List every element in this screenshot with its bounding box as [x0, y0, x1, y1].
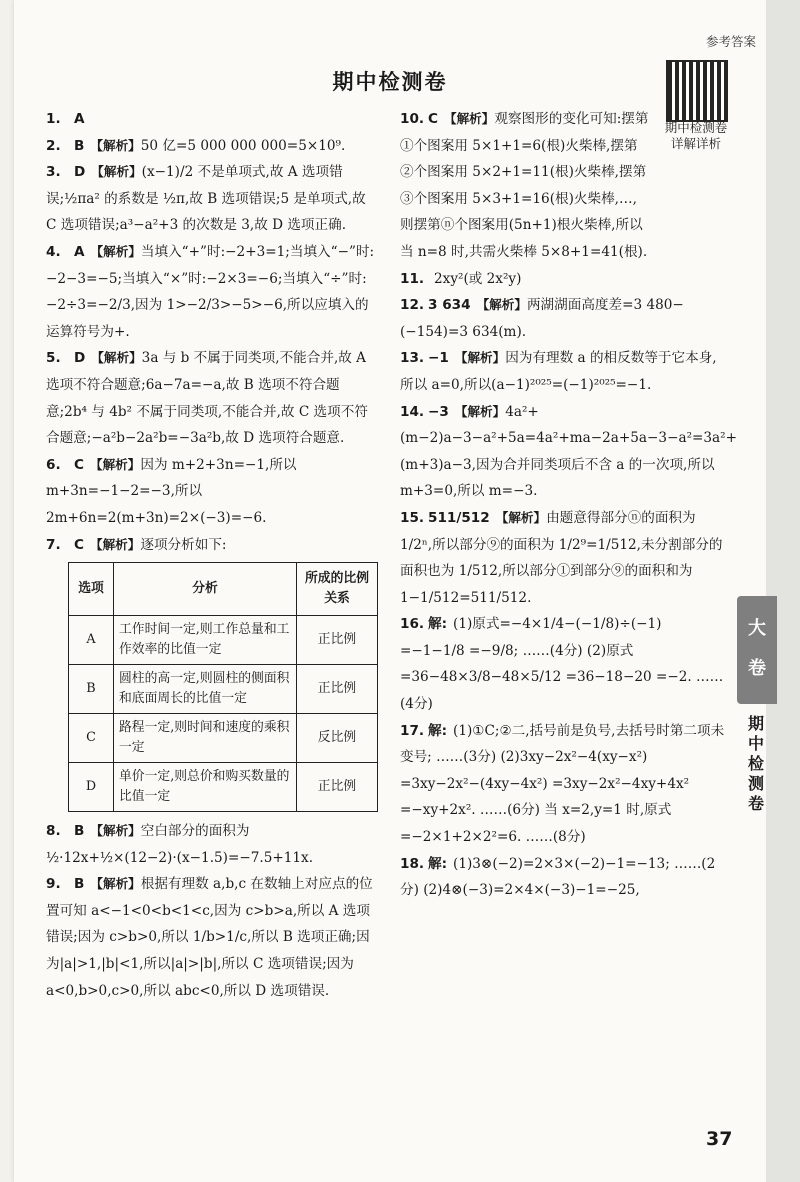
answer-item-5: [46, 345, 376, 451]
page-title: 期中检测卷: [332, 70, 448, 94]
table-cell: 正比例: [297, 763, 378, 812]
answer-item-17: [400, 718, 730, 851]
analysis-tag: 【解析】: [89, 456, 141, 472]
item-text: (1)①C;②二,括号前是负号,去括号时第二项未变号; ……(3分) (2)3xy−2x²−4(xy−x²) =3xy−2x²−(4xy−4x²) =3xy−2x²−4xy+4x² =−xy+2x². ……(6分) 当 x=2,y=1 时,原式=−2×1+2×2²=6. ……(8分): [400, 722, 725, 846]
answer-item-4: [46, 239, 376, 345]
right-column: [400, 106, 737, 904]
item-text: 观察图形的变化可知:摆第①个图案用 5×1+1=6(根)火柴棒,摆第②个图案用 5×2+1=11(根)火柴棒,摆第③个图案用 5×3+1=16(根)火柴棒,…,则摆第ⓝ个图案用(5n+1)根火柴棒,所以当 n=8 时,共需火柴棒 5×8+1=41(根).: [400, 111, 649, 260]
item-text: 4a²+(m−2)a−3−a²+5a=4a²+ma−2a+5a−3−a²=3a²+(m+3)a−3,因为合并同类项后不含 a 的一次项,所以 m+3=0,所以 m=−3.: [400, 403, 737, 500]
answer-item-8: [46, 818, 376, 871]
analysis-tag: 【解析】: [91, 350, 142, 366]
table-row: [69, 714, 378, 763]
item-text: 逐项分析如下:: [140, 536, 227, 553]
analysis-tag: 【解析】: [476, 297, 527, 313]
item-number: 8.: [46, 823, 61, 840]
analysis-table: [68, 562, 378, 812]
volume-tab-char-1: 大: [748, 618, 766, 639]
item-number: 3.: [46, 164, 61, 181]
item-answer: 解:: [428, 722, 448, 739]
item-number: 17.: [400, 722, 425, 739]
table-cell: D: [69, 763, 114, 812]
analysis-tag: 【解析】: [89, 536, 141, 552]
table-cell: 路程一定,则时间和速度的乘积一定: [114, 714, 297, 763]
item-answer: 解:: [428, 616, 448, 633]
item-text: 根据有理数 a,b,c 在数轴上对应点的位置可知 a<−1<0<b<1<c,因为 c>b>a,所以 A 选项错误;因为 c>b>0,所以 1/b>1/c,所以 B 选项正确;因为|a|>1,|b|<1,所以|a|>|b|,所以 C 选项错误;因为 a<0,b>0,c>0,所以 abc<0,所以 D 选项错误.: [46, 876, 373, 999]
item-text: (x−1)/2 不是单项式,故 A 选项错误;½πa² 的系数是 ½π,故 B 选项错误;5 是单项式,故 C 选项错误;a³−a²+3 的次数是 3,故 D 选项正确.: [46, 164, 366, 234]
item-number: 15.: [400, 509, 425, 526]
item-answer: −1: [428, 350, 449, 367]
table-cell: 圆柱的高一定,则圆柱的侧面积和底面周长的比值一定: [114, 665, 297, 714]
answer-item-12: [400, 292, 730, 345]
item-answer: 511/512: [428, 509, 490, 526]
item-answer: C: [428, 111, 438, 127]
answer-item-14: [400, 399, 737, 505]
item-number: 11.: [400, 270, 425, 287]
item-number: 16.: [400, 616, 425, 633]
answer-item-9: [46, 871, 376, 1004]
table-cell: 工作时间一定,则工作总量和工作效率的比值一定: [114, 616, 297, 665]
table-header-row: [69, 563, 378, 616]
item-answer: 3 634: [428, 297, 471, 314]
item-text: 当填入“+”时:−2+3=1;当填入“−”时:−2−3=−5;当填入“×”时:−2×3=−6;当填入“÷”时:−2÷3=−2/3,因为 1>−2/3>−5>−6,所以应填入的运算符号为+.: [46, 243, 375, 340]
table-header: 分析: [114, 563, 297, 616]
item-number: 5.: [46, 350, 61, 367]
item-text: (1)原式=−4×1/4−(−1/8)÷(−1) =−1−1/8 =−9/8; ……(4分) (2)原式=36−48×3/8−48×5/12 =36−18−20 =−2. ……(4分): [400, 616, 724, 713]
answer-item-13: [400, 345, 730, 398]
item-text: 因为有理数 a 的相反数等于它本身,所以 a=0,所以(a−1)²⁰²⁵=(−1)²⁰²⁵=−1.: [400, 350, 717, 393]
item-number: 18.: [400, 855, 425, 872]
answer-item-16: [400, 611, 730, 717]
item-number: 7.: [46, 536, 61, 553]
answer-item-10: [400, 106, 730, 266]
item-text: 由题意得部分ⓝ的面积为 1/2ⁿ,所以部分⑨的面积为 1/2⁹=1/512,未分割部分的面积也为 1/512,所以部分①到部分⑨的面积和为 1−1/512=511/512.: [400, 509, 723, 606]
analysis-tag: 【解析】: [91, 164, 142, 180]
page-number: 37: [706, 1128, 733, 1150]
item-text: 因为 m+2+3n=−1,所以 m+3n=−1−2=−3,所以 2m+6n=2(m+3n)=2×(−3)=−6.: [46, 456, 297, 526]
item-answer: C: [74, 536, 84, 553]
answer-item-7: [46, 532, 376, 559]
table-row: [69, 616, 378, 665]
volume-tab[interactable]: [737, 596, 777, 704]
item-answer: B: [74, 876, 85, 893]
answer-item-15: [400, 505, 730, 611]
item-answer: A: [74, 111, 85, 127]
item-answer: D: [74, 164, 86, 181]
item-text: 2xy²(或 2x²y): [434, 270, 522, 287]
answer-item-11: [400, 266, 730, 293]
table-cell: C: [69, 714, 114, 763]
item-text: (1)3⊗(−2)=2×3×(−2)−1=−13; ……(2分) (2)4⊗(−3)=2×4×(−3)−1=−25,: [400, 855, 716, 899]
answer-item-18: [400, 851, 730, 904]
item-number: 6.: [46, 456, 61, 473]
analysis-tag: 【解析】: [90, 243, 141, 259]
item-number: 12.: [400, 297, 425, 314]
analysis-tag: 【解析】: [495, 509, 547, 525]
table-cell: 反比例: [297, 714, 378, 763]
item-number: 2.: [46, 137, 61, 154]
answer-item-3: [46, 159, 376, 239]
item-text: 3a 与 b 不属于同类项,不能合并,故 A 选项不符合题意;6a−7a=−a,故 B 选项不符合题意;2b⁴ 与 4b² 不属于同类项,不能合并,故 C 选项不符合题意;−a²b−2a²b=−3a²b,故 D 选项符合题意.: [46, 350, 368, 447]
item-answer: 解:: [428, 855, 448, 872]
table-cell: A: [69, 616, 114, 665]
table-header: 选项: [69, 563, 114, 616]
item-number: 9.: [46, 876, 61, 893]
answer-item-2: [46, 133, 376, 160]
item-answer: −3: [428, 403, 449, 420]
table-cell: 正比例: [297, 665, 378, 714]
section-side-label: 期中检测卷: [747, 714, 764, 813]
item-answer: B: [74, 137, 85, 154]
page-edge: [766, 0, 800, 1182]
analysis-tag: 【解析】: [454, 403, 506, 419]
left-column: [46, 106, 376, 1004]
item-number: 4.: [46, 243, 61, 260]
analysis-tag: 【解析】: [90, 137, 141, 153]
item-number: 10.: [400, 111, 425, 127]
item-number: 14.: [400, 403, 425, 420]
item-text: 空白部分的面积为 ½·12x+½×(12−2)·(x−1.5)=−7.5+11x.: [46, 823, 314, 866]
table-row: [69, 665, 378, 714]
item-answer: A: [74, 243, 85, 260]
table-cell: 单价一定,则总价和购买数量的比值一定: [114, 763, 297, 812]
table-cell: 正比例: [297, 616, 378, 665]
item-text: 50 亿=5 000 000 000=5×10⁹.: [140, 137, 346, 154]
qr-caption-line-2: 详解详析: [670, 136, 721, 151]
analysis-tag: 【解析】: [454, 350, 506, 366]
volume-tab-char-2: 卷: [748, 658, 766, 679]
answer-item-6: [46, 452, 376, 532]
answer-reference-label: 参考答案: [705, 34, 756, 49]
table-cell: B: [69, 665, 114, 714]
item-number: 1.: [46, 111, 61, 127]
item-answer: B: [74, 823, 85, 840]
analysis-tag: 【解析】: [90, 823, 141, 839]
answer-item-1: [46, 106, 376, 133]
analysis-tag: 【解析】: [443, 111, 495, 126]
item-answer: C: [74, 456, 84, 473]
analysis-tag: 【解析】: [90, 876, 141, 892]
item-answer: D: [74, 350, 86, 367]
item-text: 两湖湖面高度差=3 480−(−154)=3 634(m).: [400, 297, 684, 340]
table-header: 所成的比例关系: [297, 563, 378, 616]
qr-caption-line-1: 期中检测卷: [664, 120, 728, 135]
table-row: [69, 763, 378, 812]
item-number: 13.: [400, 350, 425, 367]
